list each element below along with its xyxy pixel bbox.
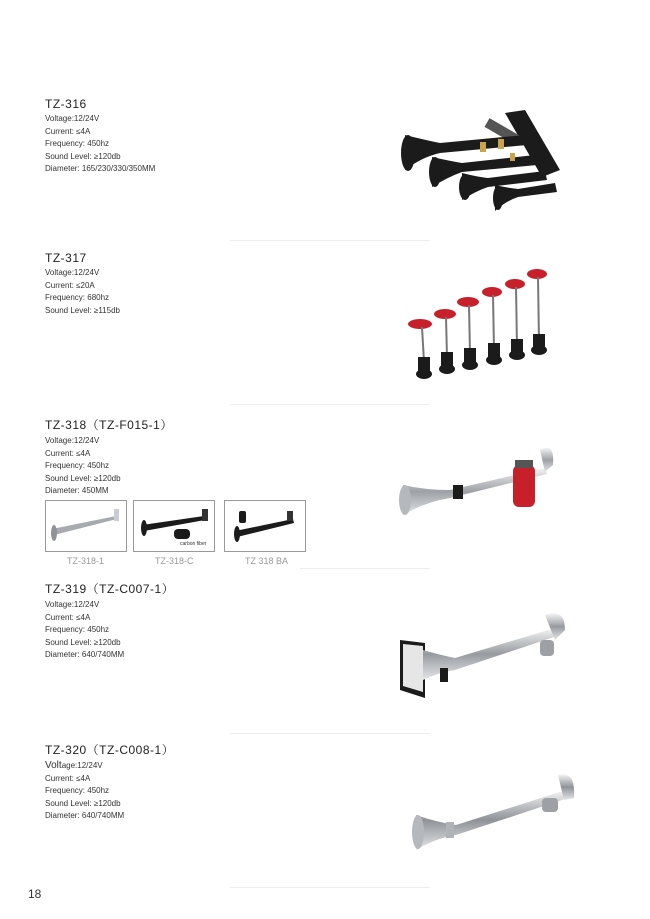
spec-diameter: Diameter: 450MM <box>45 486 109 495</box>
product-title: TZ-319（TZ-C007-1） <box>45 582 175 596</box>
product-tz-317 <box>45 251 120 317</box>
product-tz-319 <box>45 580 174 662</box>
spec-sound-level: Sound Level: ≥120db <box>45 798 121 808</box>
spec-voltage: Voltage:12/24V <box>45 114 100 123</box>
spec-diameter: Diameter: 640/740MM <box>45 650 125 659</box>
product-tz-320 <box>45 741 174 823</box>
product-tz-318 <box>45 416 173 498</box>
tz-318-1-image <box>46 501 126 551</box>
variant-thumbnail <box>224 500 306 552</box>
divider <box>300 568 430 569</box>
tz-320-chrome-horn-image <box>408 770 583 855</box>
tz-317-six-horn-set-image <box>400 262 560 387</box>
spec-current: Current: ≤4A <box>45 126 91 136</box>
spec-sound-level: Sound Level: ≥120db <box>45 637 121 647</box>
divider <box>230 733 430 734</box>
spec-frequency: Frequency: 450hz <box>45 786 110 795</box>
divider <box>230 404 430 405</box>
product-title: TZ-317 <box>45 251 87 265</box>
spec-current: Current: ≤4A <box>45 612 91 622</box>
spec-current: Current: ≤20A <box>45 280 95 290</box>
tz-318-ba-image <box>225 501 305 551</box>
product-tz-316 <box>45 97 155 176</box>
divider <box>230 240 430 241</box>
spec-current: Current: ≤4A <box>45 448 91 458</box>
spec-frequency: Frequency: 450hz <box>45 625 110 634</box>
spec-frequency: Frequency: 450hz <box>45 139 110 148</box>
variant-label: TZ-318-C <box>155 556 194 566</box>
product-title: TZ-318（TZ-F015-1） <box>45 418 173 432</box>
tz-316-black-horn-image <box>400 105 570 220</box>
spec-sound-level: Sound Level: ≥120db <box>45 473 121 483</box>
spec-voltage: Voltage:12/24V <box>45 436 100 445</box>
spec-voltage-prefix: Volt <box>45 760 62 771</box>
spec-voltage: Voltage:12/24V <box>45 268 100 277</box>
spec-frequency: Frequency: 680hz <box>45 293 110 302</box>
spec-diameter: Diameter: 165/230/330/350MM <box>45 164 156 173</box>
spec-voltage: Voltage:12/24V <box>45 600 100 609</box>
spec-current: Current: ≤4A <box>45 773 91 783</box>
tz-319-square-bell-horn-image <box>395 610 575 700</box>
spec-frequency: Frequency: 450hz <box>45 461 110 470</box>
spec-sound-level: Sound Level: ≥120db <box>45 151 121 161</box>
variant-thumbnail <box>45 500 127 552</box>
spec-diameter: Diameter: 640/740MM <box>45 811 125 820</box>
page-number: 18 <box>28 887 42 901</box>
spec-voltage <box>45 760 174 773</box>
variant-thumbnail <box>133 500 215 552</box>
product-title: TZ-320（TZ-C008-1） <box>45 743 175 757</box>
spec-voltage-rest: age:12/24V <box>61 761 103 770</box>
variant-label: TZ-318-1 <box>67 556 105 566</box>
variant-label: TZ 318 BA <box>245 556 289 566</box>
product-title: TZ-316 <box>45 97 87 111</box>
carbon-fiber-note: carbon fiber <box>180 541 207 547</box>
tz-318-chrome-horn-image <box>395 440 565 520</box>
divider <box>230 887 430 888</box>
spec-sound-level: Sound Level: ≥115db <box>45 305 120 315</box>
